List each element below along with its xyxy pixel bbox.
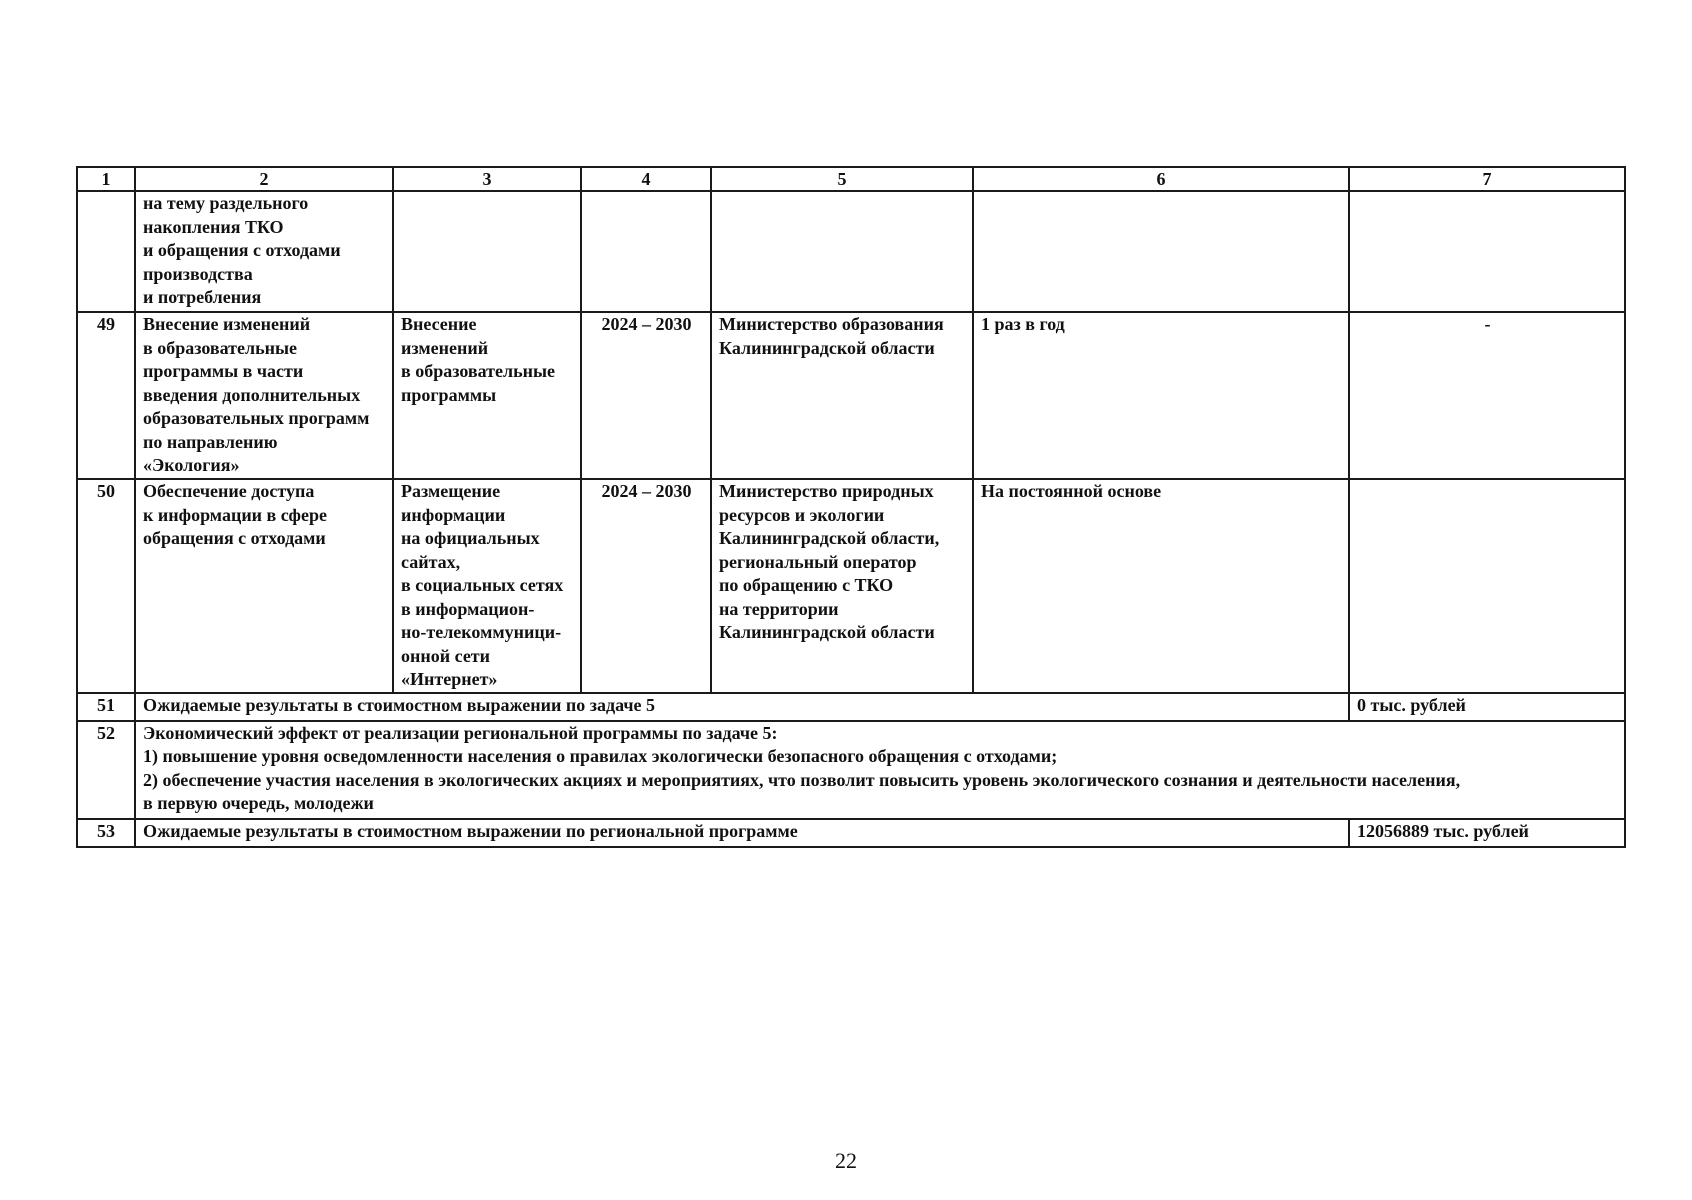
measure-cell: Внесение изменений в образовательные программы в части введения дополнительных образовательных программ по направлению «Экология» bbox=[135, 312, 393, 479]
header-cell: 6 bbox=[973, 167, 1349, 191]
executor-cell: Министерство образования Калининградской области bbox=[711, 312, 973, 479]
cost-cell: - bbox=[1349, 312, 1625, 479]
cost-cell bbox=[1349, 479, 1625, 693]
result-cell: Размещение информации на официальных сайтах, в социальных сетях в информацион- но-телекоммуници- онной сети «Интернет» bbox=[393, 479, 581, 693]
row-number-cell: 50 bbox=[77, 479, 135, 693]
table-row-49 bbox=[77, 312, 1625, 479]
effect-text-cell: Экономический эффект от реализации региональной программы по задаче 5: 1) повышение уровня осведомленности населения о правилах экологически безопасного обращения с отходами; 2) обеспечение участия населения в экологических акциях и мероприятиях, что позволит повысить уровень экологического сознания и деятельности населения, в первую очередь, молодежи bbox=[135, 721, 1625, 819]
summary-value-cell: 12056889 тыс. рублей bbox=[1349, 819, 1625, 847]
table-row-53 bbox=[77, 819, 1625, 847]
summary-value-cell: 0 тыс. рублей bbox=[1349, 693, 1625, 721]
result-cell: Внесение изменений в образовательные программы bbox=[393, 312, 581, 479]
row-number-cell: 51 bbox=[77, 693, 135, 721]
frequency-cell: На постоянной основе bbox=[973, 479, 1349, 693]
row-number-cell bbox=[77, 191, 135, 312]
row-number-cell: 49 bbox=[77, 312, 135, 479]
header-cell: 4 bbox=[581, 167, 711, 191]
header-cell: 7 bbox=[1349, 167, 1625, 191]
summary-text-cell: Ожидаемые результаты в стоимостном выражении по региональной программе bbox=[135, 819, 1349, 847]
frequency-cell: 1 раз в год bbox=[973, 312, 1349, 479]
row-number-cell: 53 bbox=[77, 819, 135, 847]
result-cell bbox=[393, 191, 581, 312]
program-table bbox=[76, 166, 1626, 848]
table-row-50 bbox=[77, 479, 1625, 693]
cost-cell bbox=[1349, 191, 1625, 312]
summary-text-cell: Ожидаемые результаты в стоимостном выражении по задаче 5 bbox=[135, 693, 1349, 721]
frequency-cell bbox=[973, 191, 1349, 312]
header-cell: 1 bbox=[77, 167, 135, 191]
row-number-cell: 52 bbox=[77, 721, 135, 819]
period-cell: 2024 – 2030 bbox=[581, 312, 711, 479]
executor-cell: Министерство природных ресурсов и экологии Калининградской области, региональный оператор по обращению с ТКО на территории Калининградской области bbox=[711, 479, 973, 693]
table-header-row bbox=[77, 167, 1625, 191]
header-cell: 3 bbox=[393, 167, 581, 191]
table-row-continuation bbox=[77, 191, 1625, 312]
measure-cell: Обеспечение доступа к информации в сфере обращения с отходами bbox=[135, 479, 393, 693]
measure-cell: на тему раздельного накопления ТКО и обращения с отходами производства и потребления bbox=[135, 191, 393, 312]
header-cell: 5 bbox=[711, 167, 973, 191]
period-cell: 2024 – 2030 bbox=[581, 479, 711, 693]
table-row-51 bbox=[77, 693, 1625, 721]
page-number: 22 bbox=[835, 1148, 857, 1173]
executor-cell bbox=[711, 191, 973, 312]
header-cell: 2 bbox=[135, 167, 393, 191]
table-row-52 bbox=[77, 721, 1625, 819]
period-cell bbox=[581, 191, 711, 312]
